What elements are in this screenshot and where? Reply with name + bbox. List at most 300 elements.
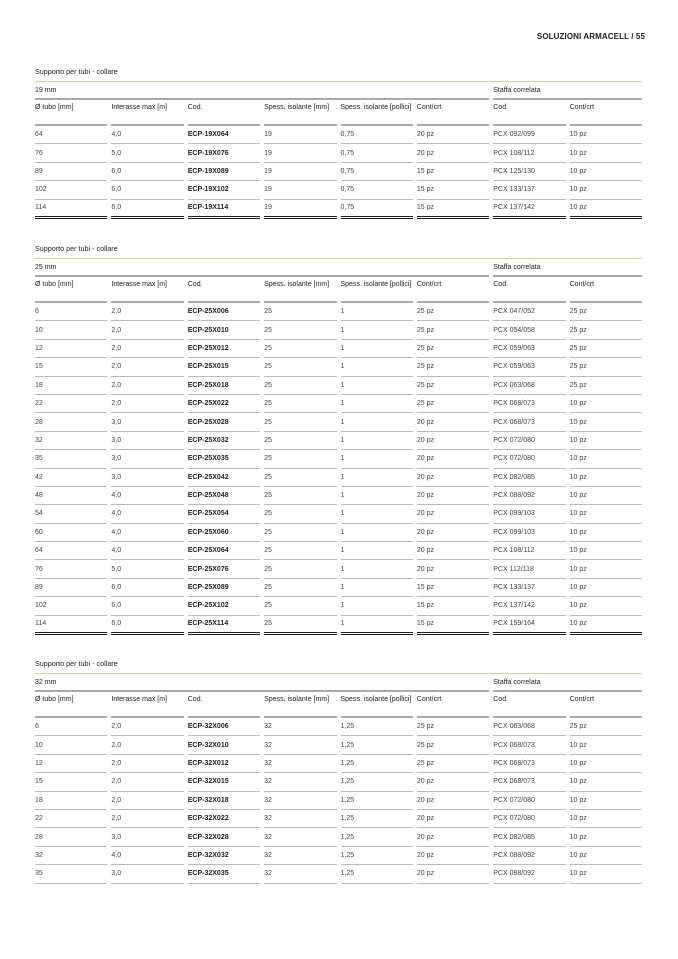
table-cell: PCX 137/142 <box>493 200 565 219</box>
table-row <box>35 505 642 523</box>
table-cell: 1 <box>341 358 413 376</box>
table-cell: 10 pz <box>570 432 642 450</box>
table-cell: 20 pz <box>417 432 489 450</box>
product-code-cell: ECP-32X035 <box>188 865 260 883</box>
column-header: Spess. isolante [pollici] <box>341 692 413 718</box>
table-title: Supporto per tubi - collare <box>35 244 118 253</box>
table-cell: 10 pz <box>570 542 642 560</box>
table-cell: 19 <box>264 181 336 199</box>
group-label: 25 mm <box>35 259 489 277</box>
table-cell: 10 pz <box>570 144 642 162</box>
table-cell: 35 <box>35 450 107 468</box>
table-cell: 18 <box>35 792 107 810</box>
related-label: Staffa correlata <box>493 259 642 277</box>
table-cell: 6,0 <box>111 616 183 635</box>
table-cell: 102 <box>35 181 107 199</box>
table-cell: 20 pz <box>417 865 489 883</box>
table-cell: PCX 072/080 <box>493 450 565 468</box>
table-cell: 25 <box>264 560 336 578</box>
table-cell: 1 <box>341 340 413 358</box>
table-cell: 25 pz <box>570 321 642 339</box>
table-cell: 32 <box>35 847 107 865</box>
table-cell: PCX 068/073 <box>493 395 565 413</box>
table-cell: 22 <box>35 810 107 828</box>
table-row <box>35 579 642 597</box>
table-cell: 42 <box>35 469 107 487</box>
table-cell: 15 <box>35 773 107 791</box>
table-cell: 10 pz <box>570 736 642 754</box>
table-cell: 76 <box>35 560 107 578</box>
table-cell: PCX 047/052 <box>493 303 565 321</box>
table-cell: 2,0 <box>111 736 183 754</box>
table-cell: PCX 099/103 <box>493 524 565 542</box>
table-title: Supporto per tubi - collare <box>35 67 118 76</box>
product-code-cell: ECP-32X006 <box>188 718 260 736</box>
table-cell: 2,0 <box>111 377 183 395</box>
table-cell: 28 <box>35 828 107 846</box>
table-cell: PCX 068/073 <box>493 755 565 773</box>
table-cell: 35 <box>35 865 107 883</box>
column-header: Cod. <box>493 277 565 303</box>
table-cell: PCX 112/118 <box>493 560 565 578</box>
table-row <box>35 395 642 413</box>
table-cell: 25 pz <box>417 395 489 413</box>
table-cell: 1 <box>341 432 413 450</box>
table-cell: 6,0 <box>111 597 183 615</box>
column-header: Spess. isolante [pollici] <box>341 100 413 126</box>
column-header: Ø tubo [mm] <box>35 692 107 718</box>
table-cell: 2,0 <box>111 773 183 791</box>
table-cell: 32 <box>264 847 336 865</box>
column-header-row <box>35 277 642 303</box>
table-cell: 25 pz <box>570 358 642 376</box>
table-cell: 10 pz <box>570 163 642 181</box>
table-cell: 12 <box>35 755 107 773</box>
column-header: Interasse max [m] <box>111 100 183 126</box>
table-cell: PCX 133/137 <box>493 579 565 597</box>
table-cell: 4,0 <box>111 847 183 865</box>
table-cell: 22 <box>35 395 107 413</box>
table-cell: 25 <box>264 505 336 523</box>
table-cell: 32 <box>264 828 336 846</box>
product-code-cell: ECP-25X102 <box>188 597 260 615</box>
column-header: Ø tubo [mm] <box>35 277 107 303</box>
table-cell: 1,25 <box>341 792 413 810</box>
table-cell: PCX 125/130 <box>493 163 565 181</box>
table-section <box>35 66 642 219</box>
table-row <box>35 560 642 578</box>
table-cell: 114 <box>35 200 107 219</box>
table-cell: 10 pz <box>570 597 642 615</box>
column-header: Cont/crt <box>417 692 489 718</box>
table-cell: 25 <box>264 524 336 542</box>
table-row <box>35 469 642 487</box>
table-cell: PCX 059/063 <box>493 358 565 376</box>
table-cell: 20 pz <box>417 144 489 162</box>
column-header: Cont/crt <box>417 100 489 126</box>
product-code-cell: ECP-25X015 <box>188 358 260 376</box>
product-code-cell: ECP-19X089 <box>188 163 260 181</box>
group-header-row <box>35 82 642 100</box>
table-cell: 3,0 <box>111 413 183 431</box>
product-code-cell: ECP-32X012 <box>188 755 260 773</box>
table-cell: PCX 072/080 <box>493 792 565 810</box>
table-cell: PCX 082/085 <box>493 828 565 846</box>
table-row <box>35 792 642 810</box>
table-cell: 3,0 <box>111 469 183 487</box>
product-code-cell: ECP-25X089 <box>188 579 260 597</box>
table-row <box>35 542 642 560</box>
table-cell: 1 <box>341 505 413 523</box>
table-cell: 25 pz <box>417 303 489 321</box>
table-row <box>35 321 642 339</box>
table-cell: 25 pz <box>417 755 489 773</box>
product-code-cell: ECP-25X076 <box>188 560 260 578</box>
column-header: Interasse max [m] <box>111 277 183 303</box>
related-label: Staffa correlata <box>493 82 642 100</box>
table-cell: 10 pz <box>570 847 642 865</box>
table-cell: 4,0 <box>111 524 183 542</box>
table-cell: 25 pz <box>417 358 489 376</box>
table-cell: 25 <box>264 340 336 358</box>
table-cell: 15 pz <box>417 597 489 615</box>
product-code-cell: ECP-25X018 <box>188 377 260 395</box>
table-cell: 32 <box>264 773 336 791</box>
table-cell: 20 pz <box>417 792 489 810</box>
table-cell: 20 pz <box>417 560 489 578</box>
table-cell: 32 <box>264 736 336 754</box>
table-cell: 10 pz <box>570 865 642 883</box>
table-cell: 0,75 <box>341 163 413 181</box>
table-cell: 1,25 <box>341 865 413 883</box>
table-cell: 1 <box>341 321 413 339</box>
table-cell: PCX 072/080 <box>493 810 565 828</box>
product-code-cell: ECP-25X060 <box>188 524 260 542</box>
table-row <box>35 377 642 395</box>
table-title: Supporto per tubi - collare <box>35 659 118 668</box>
column-header: Spess. isolante [mm] <box>264 692 336 718</box>
table-cell: 10 pz <box>570 505 642 523</box>
table-row <box>35 413 642 431</box>
table-cell: 89 <box>35 579 107 597</box>
table-cell: 19 <box>264 144 336 162</box>
column-header: Spess. isolante [pollici] <box>341 277 413 303</box>
group-header-row <box>35 674 642 692</box>
table-cell: 25 <box>264 450 336 468</box>
table-cell: 10 pz <box>570 126 642 144</box>
table-cell: 25 pz <box>570 340 642 358</box>
table-cell: 1 <box>341 579 413 597</box>
table-cell: 19 <box>264 163 336 181</box>
table-cell: 2,0 <box>111 755 183 773</box>
table-cell: 15 pz <box>417 579 489 597</box>
table-cell: 19 <box>264 200 336 219</box>
table-cell: 1,25 <box>341 847 413 865</box>
product-code-cell: ECP-25X035 <box>188 450 260 468</box>
column-header-row <box>35 100 642 126</box>
table-cell: PCX 063/068 <box>493 377 565 395</box>
table-row <box>35 810 642 828</box>
table-cell: 15 <box>35 358 107 376</box>
table-cell: 60 <box>35 524 107 542</box>
product-code-cell: ECP-25X012 <box>188 340 260 358</box>
table-row <box>35 755 642 773</box>
product-code-cell: ECP-25X114 <box>188 616 260 635</box>
table-cell: PCX 068/073 <box>493 413 565 431</box>
table-cell: PCX 068/073 <box>493 773 565 791</box>
table-cell: 1 <box>341 597 413 615</box>
table-cell: 25 <box>264 303 336 321</box>
table-cell: 2,0 <box>111 358 183 376</box>
table-cell: 15 pz <box>417 163 489 181</box>
table-cell: 0,75 <box>341 200 413 219</box>
table-cell: PCX 099/103 <box>493 505 565 523</box>
table-cell: 25 <box>264 487 336 505</box>
table-cell: 32 <box>264 755 336 773</box>
table-row <box>35 163 642 181</box>
table-cell: 19 <box>264 126 336 144</box>
table-cell: 5,0 <box>111 144 183 162</box>
product-code-cell: ECP-25X010 <box>188 321 260 339</box>
table-cell: 10 <box>35 321 107 339</box>
table-row <box>35 616 642 635</box>
table-cell: 10 pz <box>570 792 642 810</box>
product-code-cell: ECP-25X022 <box>188 395 260 413</box>
table-cell: PCX 108/112 <box>493 144 565 162</box>
table-cell: 2,0 <box>111 395 183 413</box>
table-cell: 32 <box>264 810 336 828</box>
column-header: Cont/crt <box>570 277 642 303</box>
table-cell: 25 pz <box>570 377 642 395</box>
product-code-cell: ECP-19X114 <box>188 200 260 219</box>
table-cell: 20 pz <box>417 126 489 144</box>
group-header-row <box>35 259 642 277</box>
table-cell: 2,0 <box>111 810 183 828</box>
table-cell: 1,25 <box>341 755 413 773</box>
table-row <box>35 597 642 615</box>
table-cell: 6,0 <box>111 200 183 219</box>
table-cell: 25 pz <box>417 718 489 736</box>
table-section <box>35 658 642 884</box>
table-cell: PCX 082/085 <box>493 469 565 487</box>
table-cell: 1 <box>341 303 413 321</box>
table-cell: 25 pz <box>417 736 489 754</box>
column-header: Ø tubo [mm] <box>35 100 107 126</box>
related-label: Staffa correlata <box>493 674 642 692</box>
product-code-cell: ECP-19X102 <box>188 181 260 199</box>
table-cell: 10 pz <box>570 524 642 542</box>
table-cell: 10 pz <box>570 487 642 505</box>
product-code-cell: ECP-25X048 <box>188 487 260 505</box>
table-cell: 1 <box>341 395 413 413</box>
table-cell: 2,0 <box>111 792 183 810</box>
table-cell: 1 <box>341 616 413 635</box>
column-header: Cont/crt <box>570 692 642 718</box>
table-cell: 1 <box>341 377 413 395</box>
table-cell: 1 <box>341 413 413 431</box>
table-cell: 10 pz <box>570 773 642 791</box>
product-code-cell: ECP-32X032 <box>188 847 260 865</box>
product-code-cell: ECP-32X022 <box>188 810 260 828</box>
table-cell: 3,0 <box>111 865 183 883</box>
table-cell: 10 pz <box>570 469 642 487</box>
table-cell: PCX 059/063 <box>493 340 565 358</box>
table-cell: 48 <box>35 487 107 505</box>
column-header: Spess. isolante [mm] <box>264 100 336 126</box>
table-cell: 1,25 <box>341 810 413 828</box>
table-row <box>35 828 642 846</box>
product-code-cell: ECP-25X032 <box>188 432 260 450</box>
table-cell: 6,0 <box>111 181 183 199</box>
table-cell: PCX 068/073 <box>493 736 565 754</box>
table-cell: 25 pz <box>570 718 642 736</box>
table-cell: 32 <box>264 865 336 883</box>
table-row <box>35 432 642 450</box>
table-cell: 64 <box>35 542 107 560</box>
table-cell: 1 <box>341 469 413 487</box>
table-section <box>35 243 642 635</box>
table-cell: 0,75 <box>341 144 413 162</box>
table-cell: 20 pz <box>417 828 489 846</box>
column-header: Cont/crt <box>417 277 489 303</box>
table-cell: PCX 108/112 <box>493 542 565 560</box>
table-cell: PCX 088/092 <box>493 487 565 505</box>
product-code-cell: ECP-25X064 <box>188 542 260 560</box>
table-cell: 12 <box>35 340 107 358</box>
table-cell: PCX 133/137 <box>493 181 565 199</box>
table-cell: 32 <box>264 718 336 736</box>
table-cell: 6 <box>35 303 107 321</box>
table-cell: 25 <box>264 432 336 450</box>
product-code-cell: ECP-25X006 <box>188 303 260 321</box>
table-cell: 25 <box>264 395 336 413</box>
table-cell: 3,0 <box>111 432 183 450</box>
table-cell: 3,0 <box>111 828 183 846</box>
table-cell: 25 pz <box>417 321 489 339</box>
table-row <box>35 847 642 865</box>
table-cell: 25 <box>264 579 336 597</box>
table-cell: PCX 088/092 <box>493 865 565 883</box>
table-cell: 0,75 <box>341 126 413 144</box>
table-cell: 20 pz <box>417 773 489 791</box>
table-cell: 76 <box>35 144 107 162</box>
table-row <box>35 200 642 219</box>
table-cell: 20 pz <box>417 505 489 523</box>
product-code-cell: ECP-25X042 <box>188 469 260 487</box>
table-row <box>35 340 642 358</box>
column-header: Cod. <box>493 100 565 126</box>
table-cell: 3,0 <box>111 450 183 468</box>
table-cell: 20 pz <box>417 450 489 468</box>
product-code-cell: ECP-32X018 <box>188 792 260 810</box>
table-cell: 1 <box>341 450 413 468</box>
table-cell: 6,0 <box>111 163 183 181</box>
table-cell: 20 pz <box>417 487 489 505</box>
table-cell: 32 <box>35 432 107 450</box>
table-cell: 25 <box>264 358 336 376</box>
table-cell: PCX 159/164 <box>493 616 565 635</box>
column-header: Cod. <box>188 100 260 126</box>
table-cell: 114 <box>35 616 107 635</box>
table-cell: 10 pz <box>570 828 642 846</box>
table-cell: 28 <box>35 413 107 431</box>
table-row <box>35 144 642 162</box>
table-cell: 32 <box>264 792 336 810</box>
table-cell: 15 pz <box>417 181 489 199</box>
table-cell: 10 pz <box>570 579 642 597</box>
table-cell: 25 <box>264 413 336 431</box>
table-cell: 2,0 <box>111 340 183 358</box>
group-label: 19 mm <box>35 82 489 100</box>
table-cell: 20 pz <box>417 542 489 560</box>
table-row <box>35 487 642 505</box>
table-cell: 1,25 <box>341 828 413 846</box>
group-label: 32 mm <box>35 674 489 692</box>
column-header: Spess. isolante [mm] <box>264 277 336 303</box>
table-cell: 1 <box>341 487 413 505</box>
table-cell: 89 <box>35 163 107 181</box>
table-cell: 4,0 <box>111 505 183 523</box>
table-cell: 2,0 <box>111 321 183 339</box>
table-cell: PCX 054/058 <box>493 321 565 339</box>
table-cell: PCX 088/092 <box>493 847 565 865</box>
table-row <box>35 181 642 199</box>
table-cell: 10 pz <box>570 413 642 431</box>
table-cell: 10 pz <box>570 395 642 413</box>
page-header: SOLUZIONI ARMACELL / 55 <box>536 32 645 41</box>
table-cell: 1 <box>341 542 413 560</box>
column-header: Cod. <box>493 692 565 718</box>
table-row <box>35 524 642 542</box>
table-cell: 10 pz <box>570 181 642 199</box>
table-cell: 25 <box>264 542 336 560</box>
table-cell: 64 <box>35 126 107 144</box>
table-cell: PCX 072/080 <box>493 432 565 450</box>
table-cell: 20 pz <box>417 524 489 542</box>
table-cell: 25 pz <box>417 377 489 395</box>
table-cell: 10 pz <box>570 560 642 578</box>
table-cell: 25 pz <box>570 303 642 321</box>
column-header: Cod. <box>188 692 260 718</box>
table-cell: 15 pz <box>417 616 489 635</box>
table-cell: 25 <box>264 597 336 615</box>
column-header-row <box>35 692 642 718</box>
table-cell: 1,25 <box>341 736 413 754</box>
product-code-cell: ECP-25X028 <box>188 413 260 431</box>
table-cell: PCX 137/142 <box>493 597 565 615</box>
table-row <box>35 358 642 376</box>
table-cell: 1 <box>341 560 413 578</box>
table-cell: 1 <box>341 524 413 542</box>
table-cell: 2,0 <box>111 303 183 321</box>
table-cell: 25 pz <box>417 340 489 358</box>
table-row <box>35 773 642 791</box>
table-cell: 1,25 <box>341 718 413 736</box>
table-row <box>35 303 642 321</box>
column-header: Cont/crt <box>570 100 642 126</box>
table-cell: 20 pz <box>417 469 489 487</box>
table-cell: 20 pz <box>417 847 489 865</box>
table-cell: 6,0 <box>111 579 183 597</box>
table-cell: 4,0 <box>111 487 183 505</box>
table-row <box>35 450 642 468</box>
table-cell: PCX 092/099 <box>493 126 565 144</box>
table-cell: 25 <box>264 377 336 395</box>
table-cell: 4,0 <box>111 542 183 560</box>
table-cell: 18 <box>35 377 107 395</box>
table-cell: 0,75 <box>341 181 413 199</box>
product-code-cell: ECP-25X054 <box>188 505 260 523</box>
